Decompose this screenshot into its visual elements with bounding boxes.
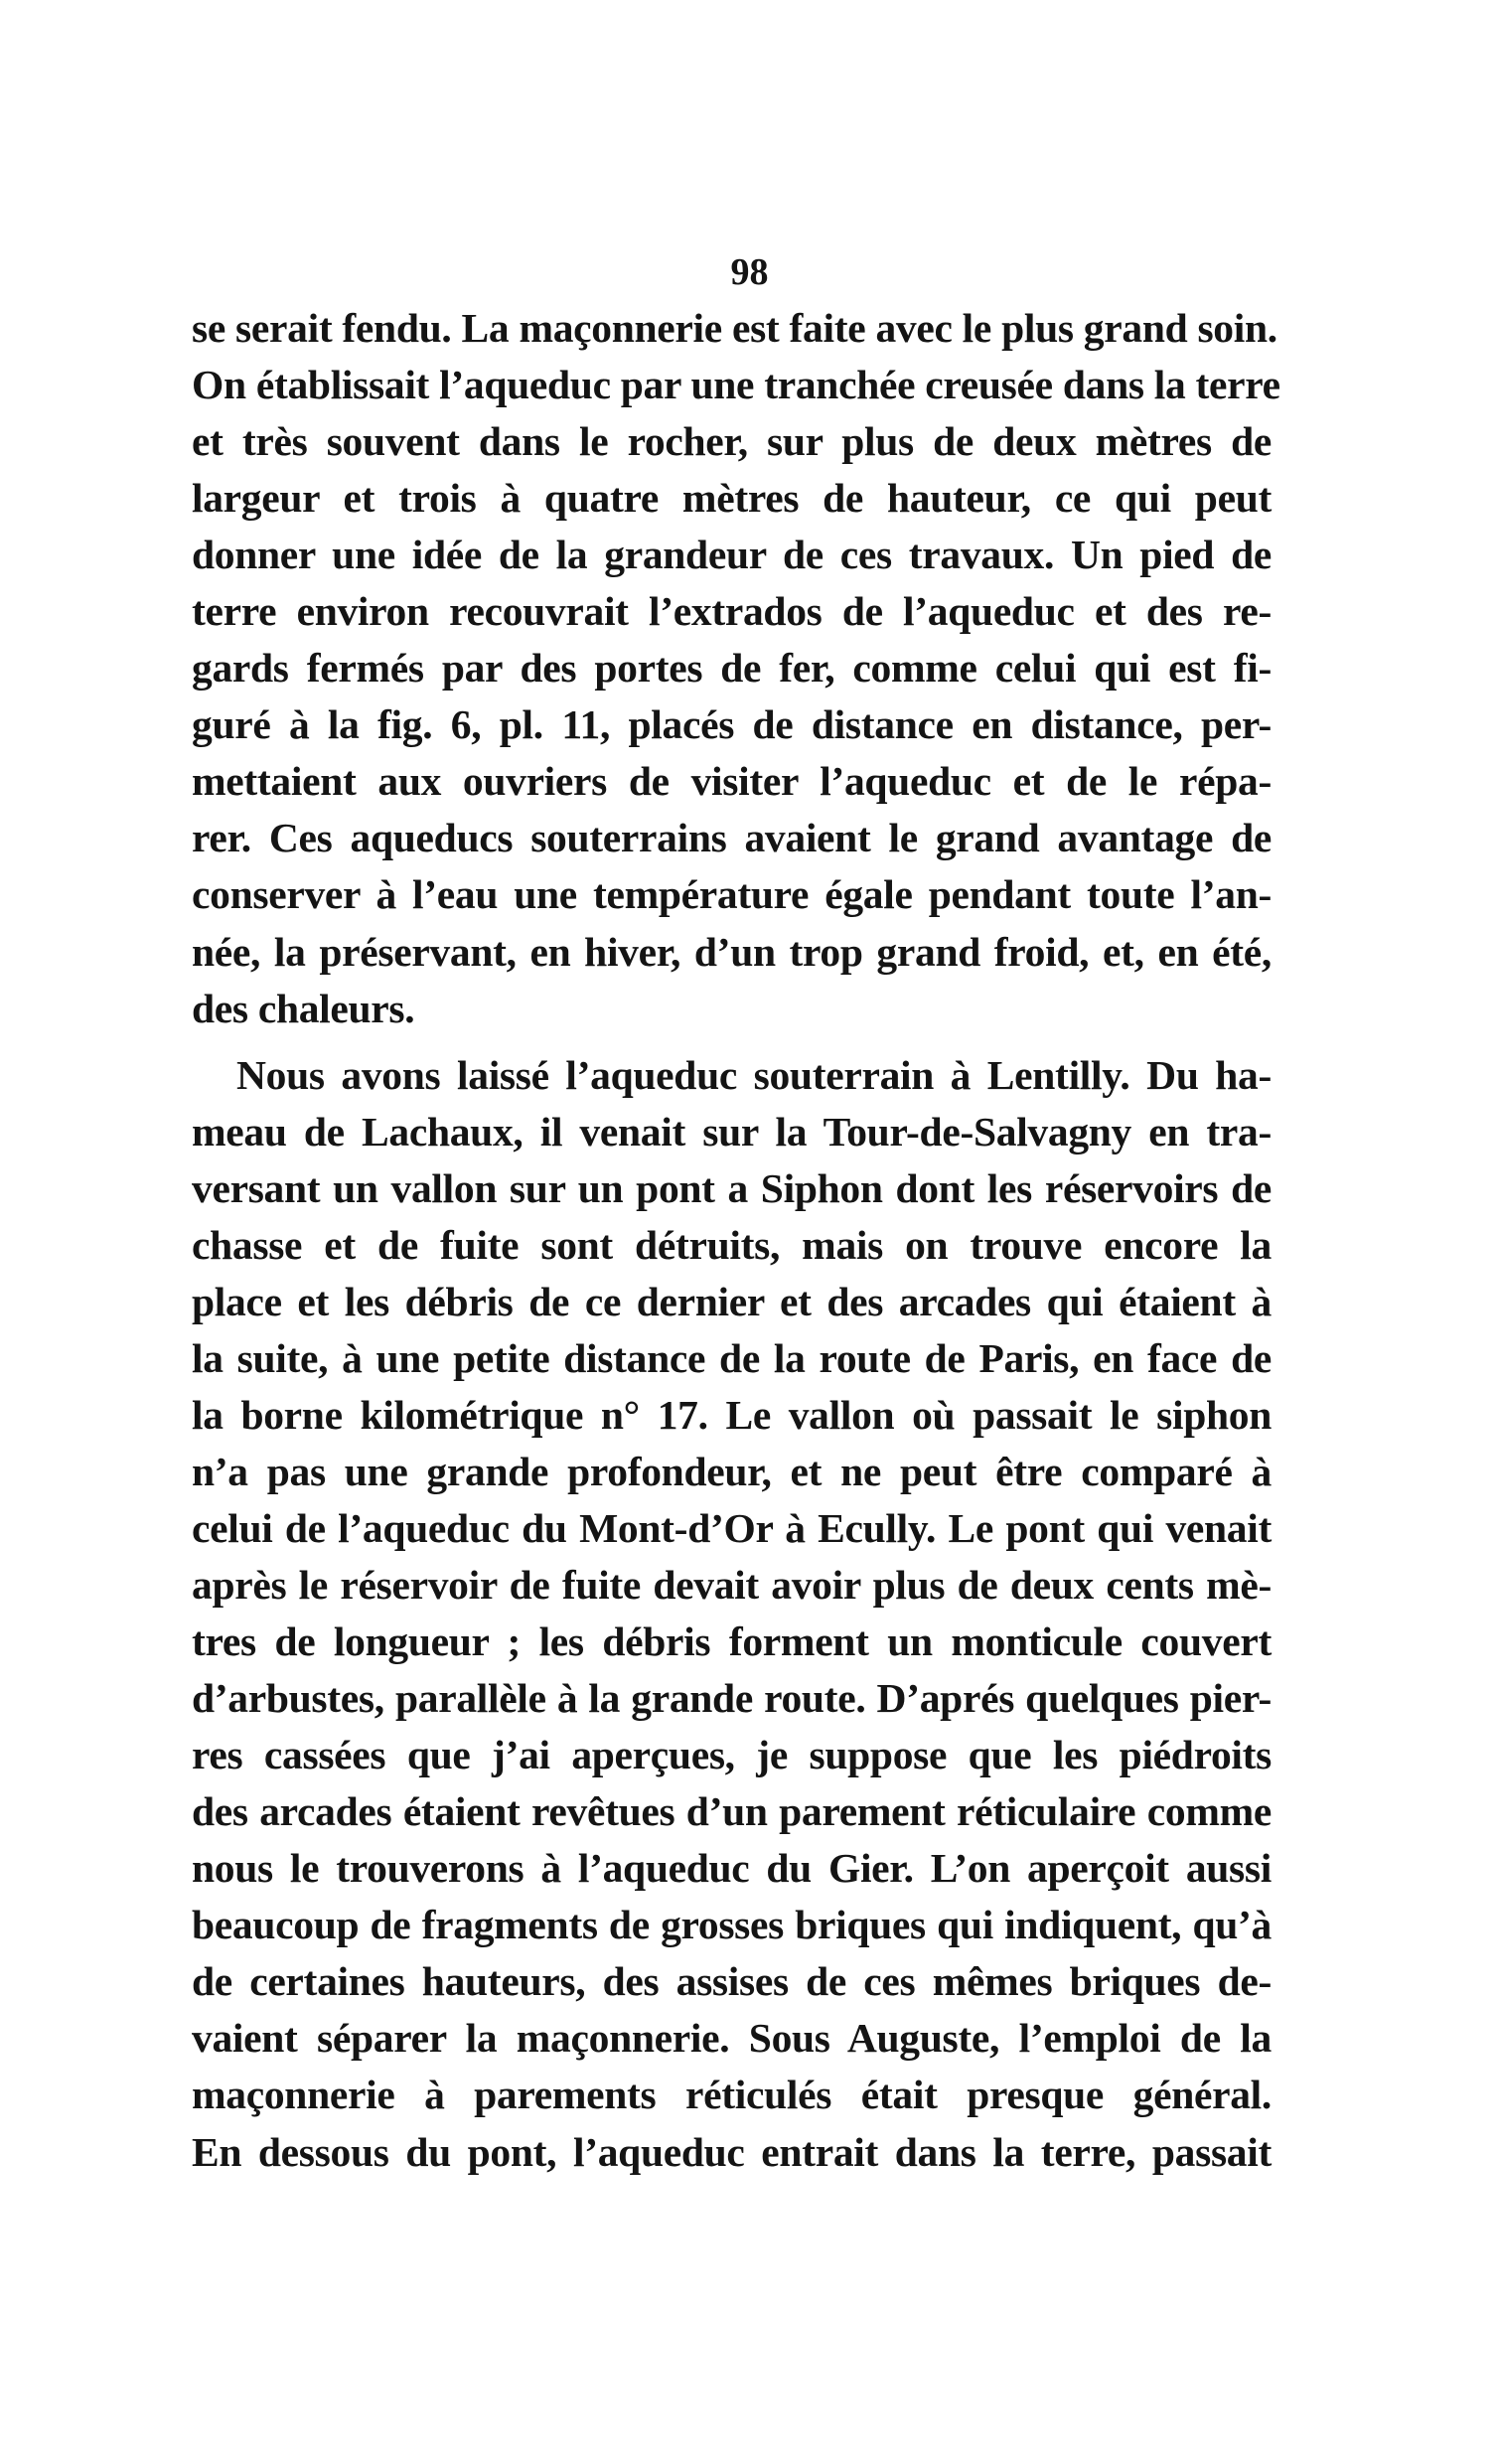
paragraph-2	[192, 1047, 1272, 2181]
text-line: mettaient aux ouvriers de visiter l’aqueduc et de le répa-	[192, 758, 1272, 805]
text-line: Nous avons laissé l’aqueduc souterrain à Lentilly. Du ha-	[236, 1051, 1272, 1098]
text-line: n’a pas une grande profondeur, et ne peut être comparé à	[192, 1448, 1272, 1494]
text-line: On établissait l’aqueduc par une tranchée creusée dans la terre	[192, 362, 1280, 408]
text-line: la borne kilométrique n° 17. Le vallon où passait le siphon	[192, 1391, 1272, 1438]
text-line: vaient séparer la maçonnerie. Sous Auguste, l’emploi de la	[192, 2015, 1272, 2062]
text-line: nous le trouverons à l’aqueduc du Gier. L’on aperçoit aussi	[192, 1845, 1272, 1892]
text-line: et très souvent dans le rocher, sur plus de deux mètres de	[192, 418, 1272, 465]
text-line: terre environ recouvrait l’extrados de l’aqueduc et des re-	[192, 588, 1272, 635]
text-line: place et les débris de ce dernier et des arcades qui étaient à	[192, 1278, 1272, 1324]
text-line: meau de Lachaux, il venait sur la Tour-de-Salvagny en tra-	[192, 1108, 1272, 1155]
text-line: celui de l’aqueduc du Mont-d’Or à Ecully. Le pont qui venait	[192, 1504, 1272, 1551]
text-line: En dessous du pont, l’aqueduc entrait dans la terre, passait	[192, 2128, 1272, 2175]
text-line: des chaleurs.	[192, 985, 415, 1031]
text-line: se serait fendu. La maçonnerie est faite avec le plus grand soin.	[192, 305, 1277, 351]
text-line: res cassées que j’ai aperçues, je suppose que les piédroits	[192, 1732, 1272, 1778]
body-text	[192, 300, 1280, 2181]
page-number: 98	[730, 251, 769, 293]
paragraph-1	[192, 300, 1280, 1037]
text-line: maçonnerie à parements réticulés était presque général.	[192, 2072, 1272, 2118]
text-line: versant un vallon sur un pont a Siphon dont les réservoirs de	[192, 1164, 1272, 1211]
text-line: rer. Ces aqueducs souterrains avaient le grand avantage de	[192, 815, 1272, 861]
text-line: guré à la fig. 6, pl. 11, placés de distance en distance, per-	[192, 701, 1272, 748]
text-line: largeur et trois à quatre mètres de hauteur, ce qui peut	[192, 475, 1272, 522]
text-line: la suite, à une petite distance de la route de Paris, en face de	[192, 1334, 1272, 1381]
text-line: d’arbustes, parallèle à la grande route. D’aprés quelques pier-	[192, 1675, 1272, 1722]
text-line: beaucoup de fragments de grosses briques qui indiquent, qu’à	[192, 1902, 1272, 1948]
text-line: chasse et de fuite sont détruits, mais on trouve encore la	[192, 1221, 1272, 1268]
text-line: tres de longueur ; les débris forment un monticule couvert	[192, 1618, 1272, 1665]
text-line: gards fermés par des portes de fer, comme celui qui est fi-	[192, 645, 1272, 692]
text-line: donner une idée de la grandeur de ces travaux. Un pied de	[192, 532, 1272, 578]
text-line: après le réservoir de fuite devait avoir plus de deux cents mè-	[192, 1562, 1272, 1609]
text-line: conserver à l’eau une température égale pendant toute l’an-	[192, 871, 1272, 918]
text-line: des arcades étaient revêtues d’un parement réticulaire comme	[192, 1788, 1272, 1835]
text-line: née, la préservant, en hiver, d’un trop grand froid, et, en été,	[192, 928, 1272, 975]
text-line: de certaines hauteurs, des assises de ces mêmes briques de-	[192, 1958, 1272, 2005]
